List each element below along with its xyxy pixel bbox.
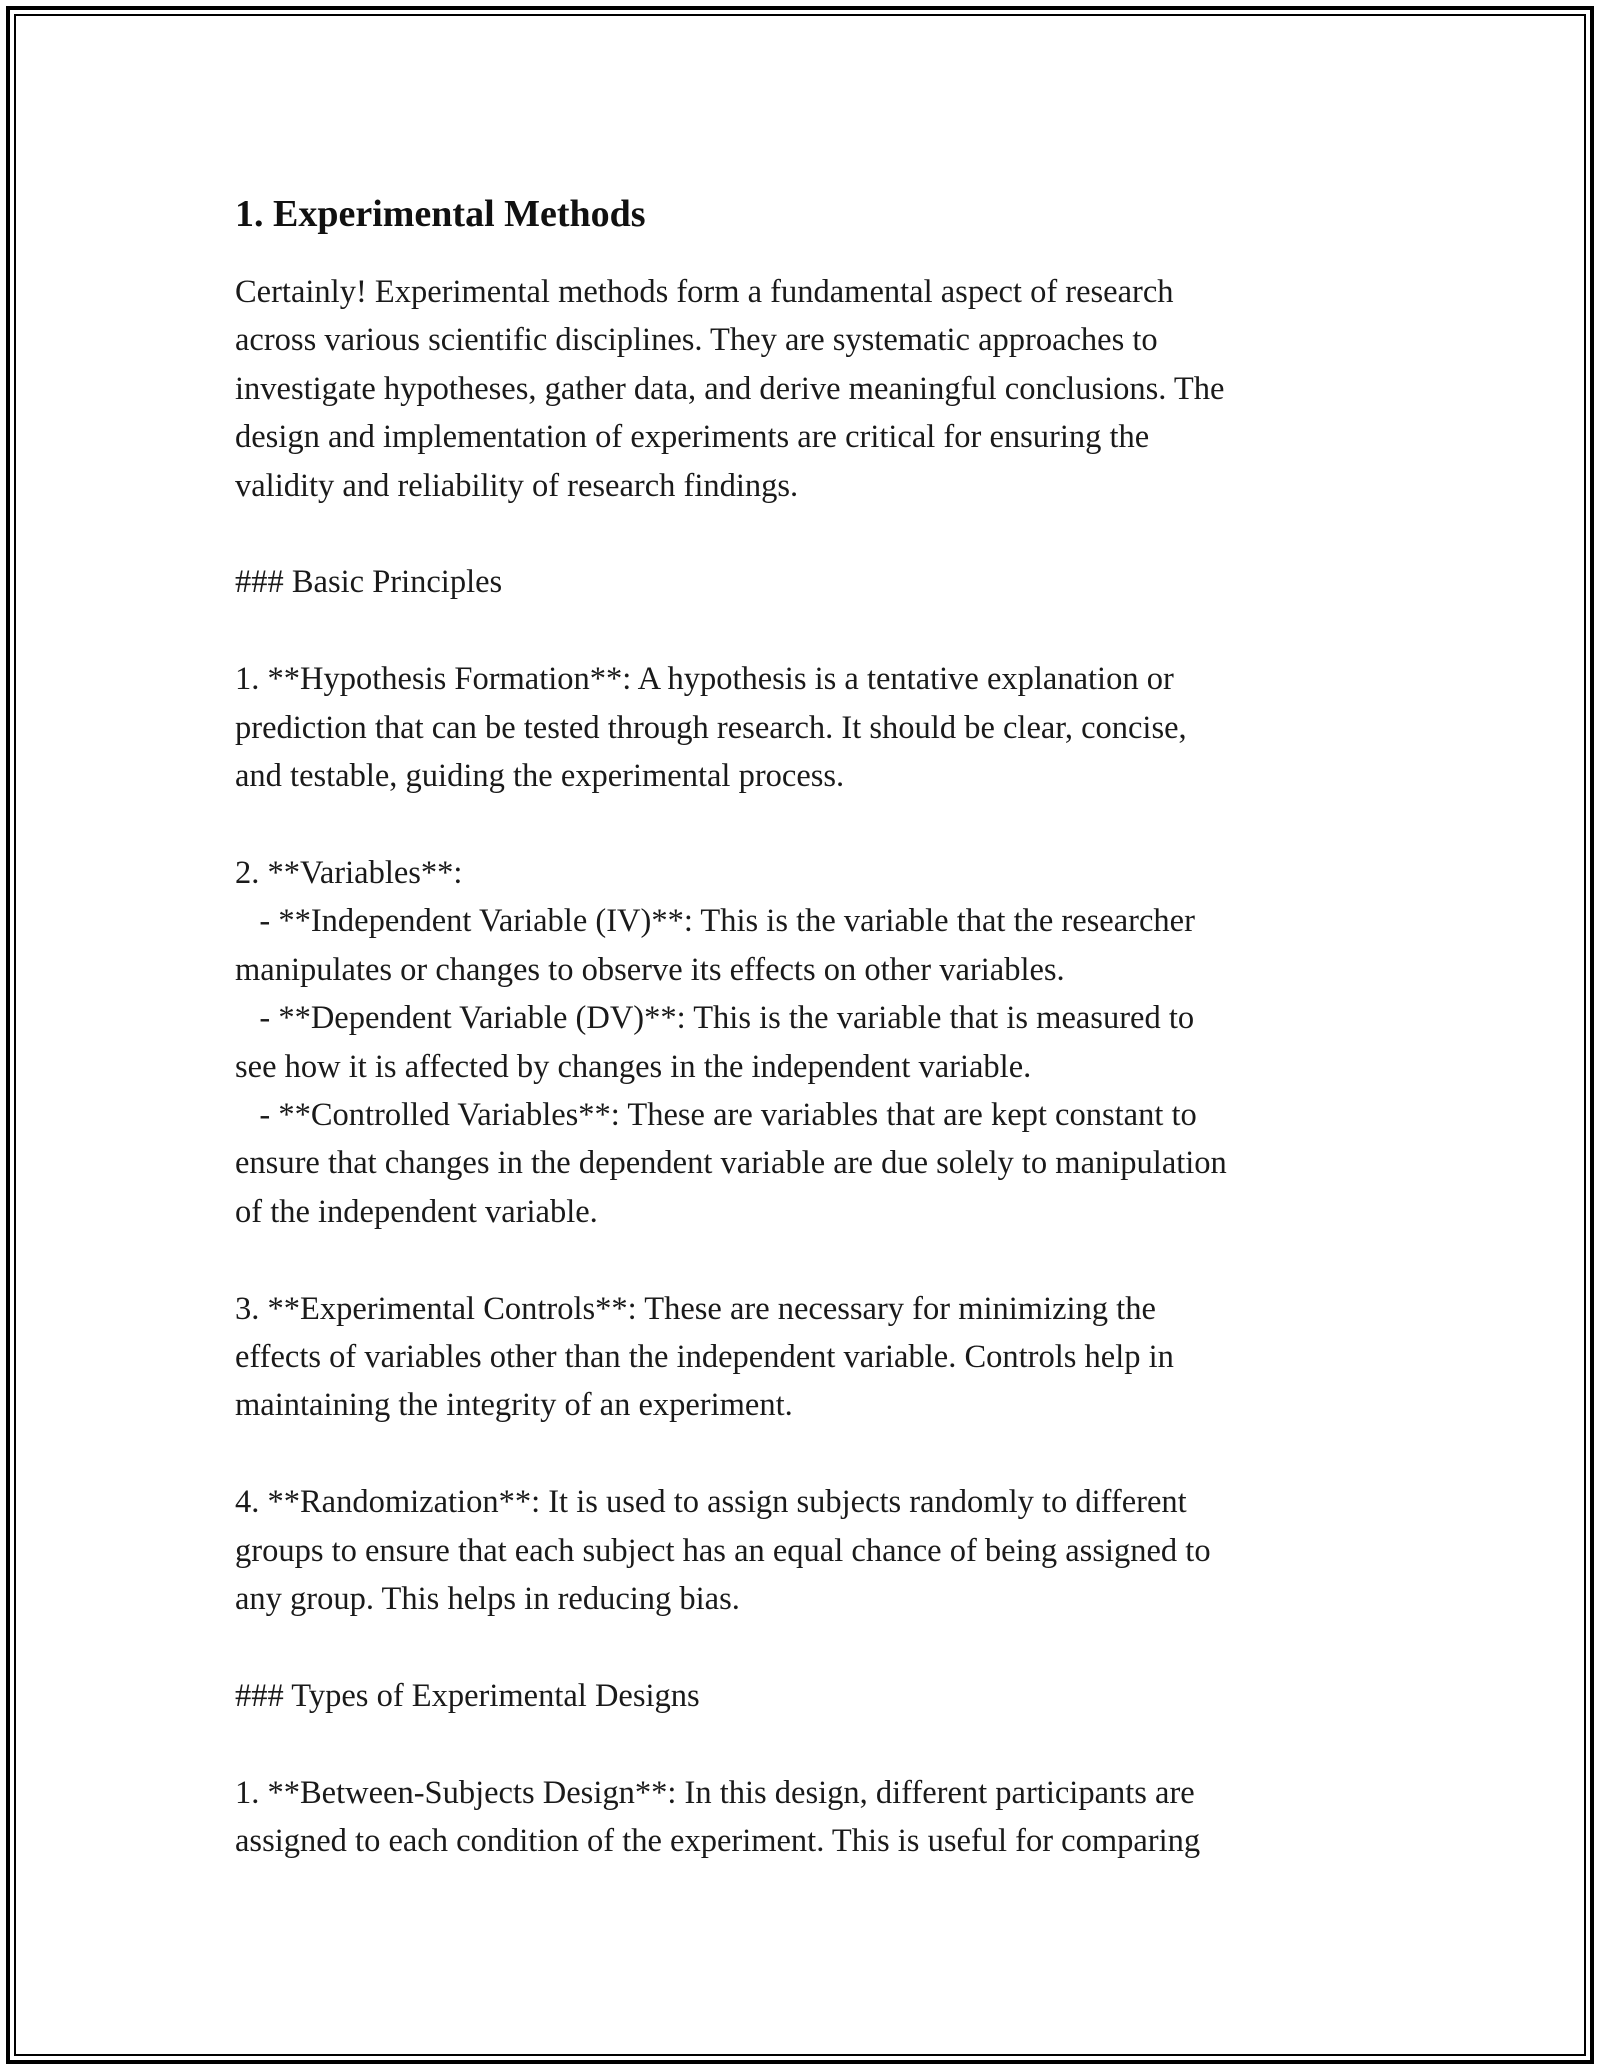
blank-line: [235, 1623, 1365, 1671]
blank-line: [235, 800, 1365, 848]
list-item-variables: 2. **Variables**: - **Independent Variable (IV)**: This is the variable that the researcher manipulates or changes to observe its effects on other variables. - **Dependent Variable (DV)**: This is the variable that is measured to see how it is affected by changes in the independent variable. - **Controlled Variables**: These are variables that are kept constant to ensure that changes in the dependent variable are due solely to manipulation of the independent variable.: [235, 854, 1227, 1230]
blank-line: [235, 510, 1365, 558]
blank-line: [235, 1720, 1365, 1768]
document-body: [235, 186, 1365, 1865]
section-heading-types-of-designs: ### Types of Experimental Designs: [235, 1677, 700, 1714]
blank-line: [235, 1236, 1365, 1284]
blank-line: [235, 607, 1365, 655]
blank-line: [235, 1430, 1365, 1478]
list-item-hypothesis-formation: 1. **Hypothesis Formation**: A hypothesis is a tentative explanation or prediction that can be tested through research. It should be clear, concise, and testable, guiding the experimental process.: [235, 661, 1187, 795]
document-title: 1. Experimental Methods: [235, 193, 646, 235]
list-item-between-subjects-design: 1. **Between-Subjects Design**: In this design, different participants are assigned to each condition of the experiment. This is useful for comparing: [235, 1774, 1201, 1859]
section-heading-basic-principles: ### Basic Principles: [235, 564, 503, 601]
intro-paragraph: Certainly! Experimental methods form a fundamental aspect of research across various scientific disciplines. They are systematic approaches to investigate hypotheses, gather data, and derive meaningful conclusions. The design and implementation of experiments are critical for ensuring the validity and reliability of research findings.: [235, 274, 1225, 504]
list-item-randomization: 4. **Randomization**: It is used to assign subjects randomly to different groups to ensure that each subject has an equal chance of being assigned to any group. This helps in reducing bias.: [235, 1484, 1211, 1617]
list-item-experimental-controls: 3. **Experimental Controls**: These are necessary for minimizing the effects of variables other than the independent variable. Controls help in maintaining the integrity of an experiment.: [235, 1290, 1174, 1424]
